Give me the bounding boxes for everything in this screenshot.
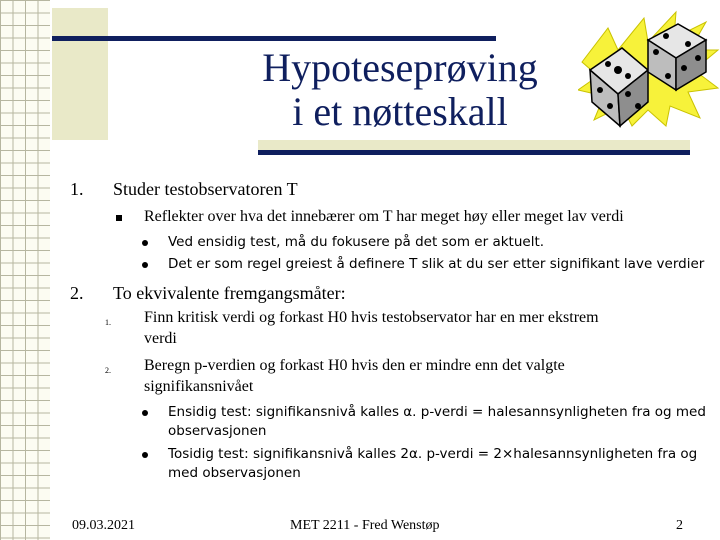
footer-center: MET 2211 - Fred Wenstøp <box>290 518 440 533</box>
round-bullet-icon <box>142 452 148 458</box>
title-rule-top <box>52 36 496 41</box>
step-2-line-1: Beregn p-verdien og forkast H0 hvis den er mindre enn det valgte <box>144 357 565 374</box>
item-2-bullet-2-line-2: med observasjonen <box>168 465 301 481</box>
decorative-grid-strip <box>0 0 50 540</box>
step-2-number: 2. <box>105 366 111 375</box>
title-rule-shade <box>258 140 690 150</box>
step-2-line-2: signifikansnivået <box>144 378 254 395</box>
round-bullet-icon <box>142 262 148 268</box>
slide-title <box>230 46 570 134</box>
title-line-1: Hypoteseprøving <box>262 45 538 90</box>
round-bullet-icon <box>142 410 148 416</box>
title-line-2: i et nøtteskall <box>292 89 508 134</box>
step-1-line-2: verdi <box>144 330 177 347</box>
item-1-text-label: Studer testobservatoren T <box>113 179 298 199</box>
step-1-line-1: Finn kritisk verdi og forkast H0 hvis testobservator har en mer ekstrem <box>144 309 599 326</box>
item-1-bullet-1: Ved ensidig test, må du fokusere på det som er aktuelt. <box>168 234 545 250</box>
item-1-bullet-2: Det er som regel greiest å definere T slik at du ser etter signifikant lave verdier <box>168 256 705 272</box>
item-1-text <box>113 179 298 200</box>
footer-date: 09.03.2021 <box>72 518 135 533</box>
step-1-number: 1. <box>105 318 111 327</box>
item-2-bullet-2-line-1: Tosidig test: signifikansnivå kalles 2α. p-verdi = 2×halesannsynligheten fra og <box>168 446 698 462</box>
square-bullet-icon <box>116 215 122 221</box>
item-1-sub-text: Reflekter over hva det innebærer om T har meget høy eller meget lav verdi <box>144 208 624 225</box>
item-2-bullet-1-line-1: Ensidig test: signifikansnivå kalles α. p-verdi = halesannsynligheten fra og med <box>168 404 706 420</box>
item-2-text: To ekvivalente fremgangsmåter: <box>113 283 346 303</box>
item-1-number: 1. <box>70 179 84 199</box>
item-2-number: 2. <box>70 283 84 303</box>
page-number: 2 <box>676 518 683 533</box>
title-accent-block <box>52 8 108 140</box>
dice-icon <box>578 10 720 128</box>
title-rule-bottom <box>258 150 690 155</box>
round-bullet-icon <box>142 240 148 246</box>
item-2-bullet-1-line-2: observasjonen <box>168 423 267 439</box>
